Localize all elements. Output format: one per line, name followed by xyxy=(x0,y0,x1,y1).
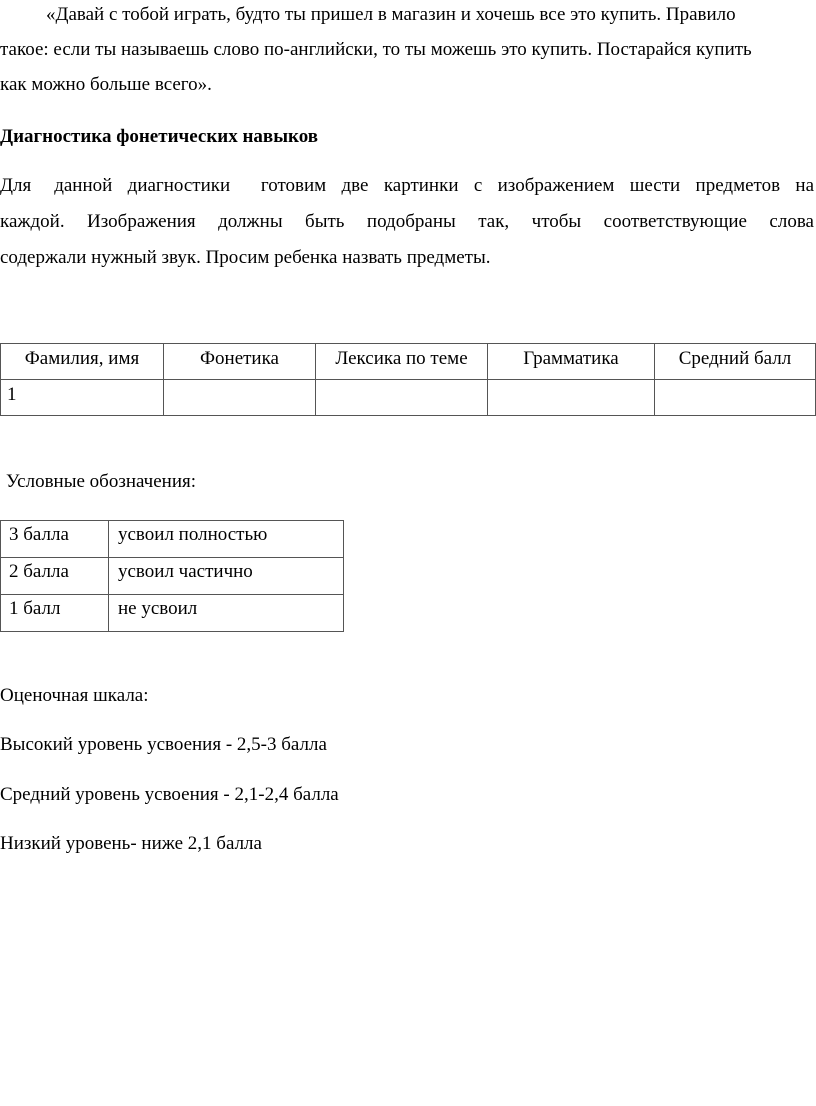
table-cell xyxy=(164,380,316,416)
header-cell: Фонетика xyxy=(164,344,316,380)
table-cell xyxy=(655,380,816,416)
paragraph-line-2: каждой. Изображения должны быть подобраны так, чтобы соответствующие слова xyxy=(0,211,814,232)
header-cell: Фамилия, имя xyxy=(1,344,164,380)
header-cell: Средний балл xyxy=(655,344,816,380)
table-header-row xyxy=(1,344,816,380)
results-table xyxy=(0,343,816,416)
table-cell: усвоил полностью xyxy=(109,521,344,558)
table-row xyxy=(1,521,344,558)
table-cell: 1 балл xyxy=(1,595,109,632)
legend-title: Условные обозначения: xyxy=(6,471,197,492)
table-cell xyxy=(316,380,488,416)
header-cell: Грамматика xyxy=(488,344,655,380)
scale-title: Оценочная шкала: xyxy=(0,685,149,706)
scale-item: Низкий уровень- ниже 2,1 балла xyxy=(0,833,262,854)
section-heading: Диагностика фонетических навыков xyxy=(0,126,319,147)
table-cell: 3 балла xyxy=(1,521,109,558)
paragraph-line-1: Для данной диагностики готовим две картинки с изображением шести предметов на xyxy=(0,175,814,196)
legend-table xyxy=(0,520,344,632)
scale-item: Высокий уровень усвоения - 2,5-3 балла xyxy=(0,734,327,755)
table-cell: не усвоил xyxy=(109,595,344,632)
table-cell: усвоил частично xyxy=(109,558,344,595)
intro-line-2: такое: если ты называешь слово по-английски, то ты можешь это купить. Постарайся купить xyxy=(0,39,752,60)
table-cell: 2 балла xyxy=(1,558,109,595)
table-row xyxy=(1,595,344,632)
paragraph-line-3: содержали нужный звук. Просим ребенка назвать предметы. xyxy=(0,247,491,268)
table-cell: 1 xyxy=(1,380,164,416)
table-row xyxy=(1,558,344,595)
table-row xyxy=(1,380,816,416)
scale-item: Средний уровень усвоения - 2,1-2,4 балла xyxy=(0,784,339,805)
intro-line-3: как можно больше всего». xyxy=(0,74,212,95)
intro-line-1: «Давай с тобой играть, будто ты пришел в магазин и хочешь все это купить. Правило xyxy=(46,4,736,25)
header-cell: Лексика по теме xyxy=(316,344,488,380)
table-cell xyxy=(488,380,655,416)
